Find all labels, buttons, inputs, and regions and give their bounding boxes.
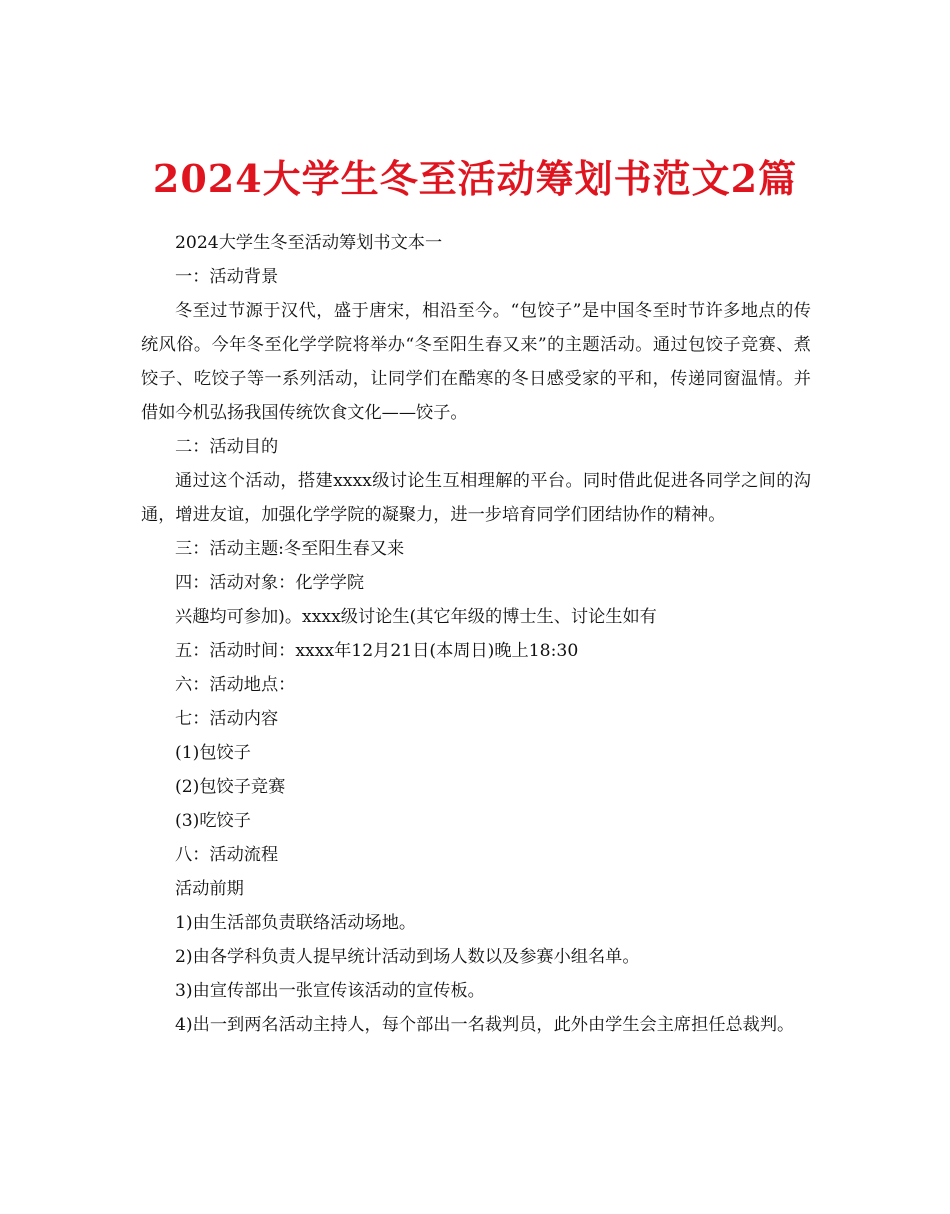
section-heading: 五：活动时间：xxxx年12月21日(本周日)晚上18:30 (175, 641, 579, 661)
section-heading: 七：活动内容 (175, 709, 279, 729)
paragraph: 冬至过节源于汉代，盛于唐宋，相沿至今。“包饺子”是中国冬至时节许多地点的传统风俗。今年冬至化学学院将举办“冬至阳生春又来”的主题活动。通过包饺子竞赛、煮饺子、吃饺子等一系列活动，让同学们在酷寒的冬日感受家的平和，传递同窗温情。并借如今机弘扬我国传统饮食文化——饺子。 (141, 301, 811, 423)
paragraph: 活动前期 (175, 879, 244, 899)
section-heading: 一：活动背景 (175, 267, 279, 287)
paragraph: 通过这个活动，搭建xxxx级讨论生互相理解的平台。同时借此促进各同学之间的沟通，增进友谊，加强化学学院的凝聚力，进一步培育同学们团结协作的精神。 (141, 471, 811, 525)
paragraph: 兴趣均可参加)。xxxx级讨论生(其它年级的博士生、讨论生如有 (175, 607, 657, 627)
list-item: 3)由宣传部出一张宣传该活动的宣传板。 (175, 981, 485, 1001)
section-heading: 八：活动流程 (175, 845, 279, 865)
list-item: 4)出一到两名活动主持人，每个部出一名裁判员，此外由学生会主席担任总裁判。 (175, 1015, 795, 1035)
list-item: (3)吃饺子 (175, 811, 251, 831)
list-item: (2)包饺子竞赛 (175, 777, 286, 797)
section-heading: 四：活动对象：化学学院 (175, 573, 365, 593)
list-item: 2)由各学科负责人提早统计活动到场人数以及参赛小组名单。 (175, 947, 640, 967)
list-item: (1)包饺子 (175, 743, 251, 763)
section-heading: 三：活动主题:冬至阳生春又来 (175, 539, 405, 559)
section-heading: 二：活动目的 (175, 437, 279, 457)
list-item: 1)由生活部负责联络活动场地。 (175, 913, 417, 933)
section-heading: 六：活动地点： (175, 675, 296, 695)
document-body (141, 226, 811, 1042)
document-title: 2024大学生冬至活动筹划书范文2篇 (152, 156, 798, 202)
section-heading: 2024大学生冬至活动筹划书文本一 (175, 233, 443, 253)
